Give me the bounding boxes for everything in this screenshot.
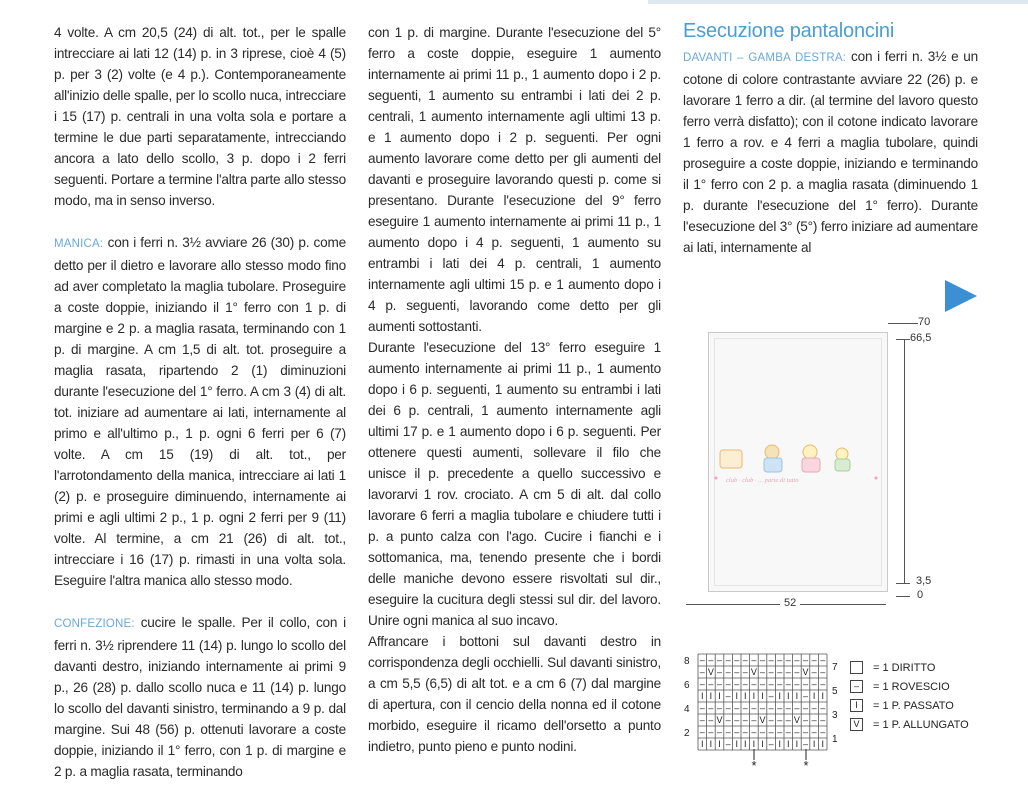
- chart-row-number: 1: [832, 734, 838, 745]
- legend-label: = 1 DIRITTO: [873, 661, 936, 674]
- dim-label-top-1: 70: [918, 316, 931, 328]
- chart-cell: I: [761, 691, 764, 701]
- dim-label-bottom-1: 3,5: [916, 575, 932, 587]
- chart-cell: V: [759, 715, 766, 725]
- chart-cell: –: [716, 703, 723, 713]
- dim-line: [888, 323, 918, 324]
- chart-cell: –: [777, 727, 783, 737]
- chart-cell: –: [768, 727, 774, 737]
- chart-cell: –: [742, 679, 748, 689]
- chart-cell: I: [718, 691, 721, 701]
- chart-cell: –: [734, 727, 740, 737]
- chart-cell: I: [778, 739, 781, 749]
- chart-cell: I: [787, 691, 790, 701]
- text-column-1: [54, 22, 346, 782]
- chart-cell: –: [820, 667, 826, 677]
- chart-cell: –: [759, 679, 766, 689]
- chart-cell: –: [751, 715, 757, 725]
- chart-cell: –: [802, 739, 809, 749]
- dim-line: [896, 583, 910, 584]
- chart-cell: I: [709, 691, 713, 701]
- chart-cell: –: [777, 703, 783, 713]
- chart-row-number: 3: [832, 710, 838, 721]
- chart-cell: –: [777, 655, 783, 665]
- header-bar: [648, 0, 1028, 4]
- chart-cell: V: [793, 715, 800, 725]
- chart-cell: –: [768, 691, 774, 701]
- chart-cell: –: [820, 715, 826, 725]
- chart-cell: –: [734, 715, 740, 725]
- chart-cell: –: [742, 715, 748, 725]
- chart-cell: –: [768, 703, 774, 713]
- paragraph-manica: [54, 232, 346, 591]
- chart-cell: –: [725, 655, 731, 665]
- chart-cell: I: [701, 691, 704, 701]
- chart-cell: –: [725, 739, 731, 749]
- chart-cell: V: [707, 667, 714, 677]
- chart-cell: I: [761, 739, 764, 749]
- dim-label-bottom-2: 0: [917, 589, 924, 601]
- chart-cell: –: [820, 727, 826, 737]
- chart-cell: –: [794, 727, 800, 737]
- legend-row: [850, 677, 969, 696]
- paragraph: Durante l'esecuzione del 13° ferro eseguire 1 aumento internamente ai primi 11 p., 1 aumento dopo i 6 p. seguenti, 1 aumento su entrambi i lati dei 6 p. centrali, 1 aumento internamente agli ultimi 17 p. e 1 aumento dopo i 6 p. seguenti. Per ottenere questi aumenti, sollevare il filo che unisce il p. precedente a quello successivo e lavorarvi 1 rov. crociato. A cm 5 di alt. dal collo lavorare 6 ferri a maglia tubolare e chiudere tutti i p. a punto calza con l'ago. Cucire i fianchi e i sottomanica, ma, tenendo presente che i bordi delle maniche devono essere risvoltati sul dir., eseguire la cucitura degli stessi sul dir. del lavoro. Unire ogni manica al suo incavo.: [368, 340, 661, 628]
- chart-cell: I: [701, 739, 704, 749]
- chart-cell: –: [699, 703, 705, 713]
- section-lead: MANICA:: [54, 238, 104, 250]
- section-lead: CONFEZIONE:: [54, 618, 135, 630]
- chart-cell: V: [750, 667, 757, 677]
- chart-cell: –: [802, 715, 809, 725]
- chart-cell: –: [777, 715, 783, 725]
- chart-cell: –: [777, 667, 783, 677]
- paragraph: 4 volte. A cm 20,5 (24) di alt. tot., per le spalle intrecciare ai lati 12 (14) p. in 3 riprese, cioè 4 (5) p. per 3 (2) volte (e 4 p.). Contemporaneamente all'inizio delle spalle, per lo scollo nuca, intrecciare i 15 (17) p. centrali in una volta sola e portare a termine le due parti separatamente, intrecciando ancora a lato dello scollo, 3 p. dopo i 2 ferri seguenti. Portare a termine l'altra parte allo stesso modo, ma in senso inverso.: [54, 25, 346, 208]
- chart-cell: –: [794, 703, 800, 713]
- embroidery-motif-icon: [712, 438, 882, 490]
- chart-cell: –: [794, 655, 800, 665]
- chart-cell: –: [734, 703, 740, 713]
- chart-cell: I: [795, 739, 799, 749]
- chart-cell: –: [742, 703, 748, 713]
- chart-legend: [850, 658, 969, 734]
- chart-cell: I: [744, 739, 747, 749]
- chart-cell: –: [768, 655, 774, 665]
- chart-cell: –: [785, 715, 791, 725]
- chart-cell: V: [802, 667, 809, 677]
- chart-cell: V: [716, 715, 723, 725]
- paragraph-text: cucire le spalle. Per il collo, con i ferri n. 3½ riprendere 11 (14) p. lungo lo scollo del davanti destro, iniziando internamente ai primi 9 p., 26 (28) p. dallo scollo nuca e 11 (14) p. lungo lo scollo del davanti sinistro, terminando a 9 p. dal margine. Sui 48 (56) p. ottenuti lavorare a coste doppie, iniziando il 1° ferro, con 1 p. di margine e 2 p. a maglia rasata, terminando: [54, 615, 346, 779]
- chart-cell: I: [752, 691, 756, 701]
- chart-cell: –: [716, 727, 723, 737]
- knitting-chart: [684, 652, 844, 772]
- stitch-symbol: [850, 661, 863, 674]
- chart-cell: –: [725, 703, 731, 713]
- chart-cell: I: [709, 739, 713, 749]
- text-column-2: [368, 22, 661, 757]
- chart-row-number: 7: [832, 662, 838, 673]
- chart-row-number: 4: [684, 704, 690, 715]
- chart-cell: –: [820, 679, 826, 689]
- chart-cell: –: [699, 667, 705, 677]
- chart-cell: –: [802, 727, 809, 737]
- chart-cell: –: [785, 727, 791, 737]
- legend-row: [850, 715, 969, 734]
- dim-line: [896, 339, 910, 340]
- chart-cell: I: [735, 739, 738, 749]
- chart-cell: –: [725, 679, 731, 689]
- chart-cell: –: [811, 715, 817, 725]
- paragraph: con 1 p. di margine. Durante l'esecuzione del 5° ferro a coste doppie, eseguire 1 aumento internamente ai primi 11 p., 1 aumento dopo i 2 p. seguenti, 1 aumento su entrambi i lati dei 2 p. centrali, 1 aumento internamente agli ultimi 13 p. e 1 aumento dopo i 2 p. seguenti. Per ogni aumento lavorare come detto per gli aumenti del davanti e proseguire lavorando questi p. come si presentano. Durante l'esecuzione del 9° ferro eseguire 1 aumento internamente ai primi 11 p., 1 aumento dopo i 4 p. seguenti, 1 aumento su entrambi i lati dei 4 p. centrali, 1 aumento internamente agli ultimi 15 p. e 1 aumento dopo i 4 p. seguenti, lavorando come detto per gli aumenti sottostanti.: [368, 25, 661, 334]
- chart-cell: –: [742, 655, 748, 665]
- chart-cell: I: [812, 739, 816, 749]
- chart-cell: –: [725, 727, 731, 737]
- chart-cell: –: [785, 703, 791, 713]
- chart-cell: –: [820, 655, 826, 665]
- chart-cell: –: [759, 655, 766, 665]
- chart-cell: I: [795, 691, 799, 701]
- chart-cell: –: [768, 667, 774, 677]
- chart-cell: –: [811, 727, 817, 737]
- chart-cell: –: [794, 679, 800, 689]
- paragraph: Affrancare i bottoni sul davanti destro in corrispondenza degli occhielli. Sul davanti sinistro, a cm 5,5 (6,5) di alt tot. e a cm 6 (7) dal margine di apertura, con il cencio della nonna ed il cotone morbido, eseguire il ricamo dell'orsetto a punto indietro, punto pieno e punto nodini.: [368, 634, 661, 754]
- chart-cell: –: [751, 655, 757, 665]
- chart-cell: I: [787, 739, 790, 749]
- chart-row-number: 2: [684, 728, 690, 739]
- dim-label-width: 52: [780, 597, 800, 609]
- chart-cell: I: [718, 739, 721, 749]
- stitch-symbol: V: [850, 718, 863, 731]
- chart-cell: –: [785, 667, 791, 677]
- chart-cell: I: [821, 739, 824, 749]
- chart-cell: –: [708, 727, 714, 737]
- chart-cell: I: [752, 739, 756, 749]
- chart-cell: –: [759, 667, 766, 677]
- chart-cell: –: [794, 667, 800, 677]
- chart-cell: –: [802, 703, 809, 713]
- paragraph: [683, 46, 978, 258]
- chart-cell: –: [811, 667, 817, 677]
- dim-label-top-2: 66,5: [910, 332, 932, 344]
- section-lead: DAVANTI – GAMBA DESTRA:: [683, 52, 847, 64]
- chart-cell: –: [734, 679, 740, 689]
- chart-cell: –: [751, 703, 757, 713]
- chart-cell: –: [759, 703, 766, 713]
- chart-cell: –: [716, 655, 723, 665]
- legend-label: = 1 P. ALLUNGATO: [873, 718, 969, 731]
- stitch-symbol: –: [850, 680, 863, 693]
- chart-cell: –: [699, 727, 705, 737]
- chart-cell: –: [708, 703, 714, 713]
- chart-cell: –: [716, 679, 723, 689]
- stitch-symbol: I: [850, 699, 863, 712]
- text-column-3: [683, 22, 978, 258]
- chart-cell: –: [811, 703, 817, 713]
- next-page-arrow-icon: [945, 280, 977, 312]
- dim-line-vertical: [904, 339, 905, 583]
- chart-cell: I: [778, 691, 781, 701]
- chart-cell: –: [725, 691, 731, 701]
- chart-cell: –: [699, 715, 705, 725]
- chart-cell: –: [802, 655, 809, 665]
- chart-cell: I: [735, 691, 738, 701]
- chart-cell: –: [802, 691, 809, 701]
- chart-marker: *: [803, 758, 809, 772]
- chart-cell: –: [768, 739, 774, 749]
- chart-cell: –: [708, 715, 714, 725]
- section-title: Esecuzione pantaloncini: [683, 20, 895, 42]
- chart-cell: –: [699, 655, 705, 665]
- paragraph-text: con i ferri n. 3½ e un cotone di colore contrastante avviare 22 (26) p. e lavorare 1 ferro a dir. (al termine del lavoro questo ferro verrà disfatto); con il cotone indicato lavorare 1 ferro a rov. e 4 ferri a maglia tubolare, quindi proseguire a coste doppie, iniziando e terminando il 1° ferro con 2 p. a maglia rasata (diminuendo 1 p. durante l'esecuzione del 1° ferro). Durante l'esecuzione del 3° (5°) ferro iniziare ad aumentare ai lati, internamente al: [683, 49, 978, 255]
- chart-cell: –: [699, 679, 705, 689]
- paragraph-text: con i ferri n. 3½ avviare 26 (30) p. come detto per il dietro e lavorare allo stesso modo fino ad aver completato la maglia tubolare. Proseguire a coste doppie, iniziando il 1° ferro con 1 p. di margine e 2 p. a maglia rasata, terminando con 1 p. di margine. A cm 1,5 di alt. tot. proseguire a maglia rasata, ripartendo 2 (1) diminuzioni durante l'esecuzione del 1° ferro. A cm 3 (4) di alt. tot. iniziare ad aumentare ai lati, internamente al primo e all'ultimo p., 1 p. ogni 6 ferri per 6 (7) volte. A cm 15 (19) di alt. tot., per l'arrotondamento della manica, intrecciare ai lati 1 (2) p. e proseguire diminuendo, internamente ai primi e agli ultimi 2 p., 1 p. ogni 2 ferri per 9 (11) volte. Al termine, a cm 21 (26) di alt. tot., intrecciare i 16 (17) p. rimasti in una volta sola. Eseguire l'altra manica allo stesso modo.: [54, 235, 346, 588]
- chart-cell: –: [716, 667, 723, 677]
- chart-cell: –: [708, 655, 714, 665]
- chart-cell: –: [751, 679, 757, 689]
- chart-cell: –: [802, 679, 809, 689]
- chart-row-number: 5: [832, 686, 838, 697]
- chart-row-number: 8: [684, 656, 690, 667]
- chart-cell: –: [751, 727, 757, 737]
- legend-row: [850, 658, 969, 677]
- chart-cell: –: [785, 655, 791, 665]
- legend-row: [850, 696, 969, 715]
- chart-cell: –: [811, 679, 817, 689]
- paragraph-confezione: [54, 612, 346, 782]
- chart-cell: –: [785, 679, 791, 689]
- chart-cell: –: [811, 655, 817, 665]
- chart-cell: –: [768, 715, 774, 725]
- chart-marker: *: [751, 758, 757, 772]
- chart-cell: –: [725, 715, 731, 725]
- chart-cell: –: [734, 655, 740, 665]
- dim-line: [896, 596, 910, 597]
- chart-cell: –: [759, 727, 766, 737]
- chart-cell: –: [820, 703, 826, 713]
- chart-cell: –: [734, 667, 740, 677]
- embroidery-text: club · club · ... parte di tutto: [726, 477, 799, 484]
- chart-cell: I: [821, 691, 824, 701]
- chart-cell: –: [768, 679, 774, 689]
- legend-label: = 1 P. PASSATO: [873, 699, 954, 712]
- legend-label: = 1 ROVESCIO: [873, 680, 950, 693]
- chart-cell: –: [742, 667, 748, 677]
- chart-cell: I: [812, 691, 816, 701]
- chart-cell: –: [742, 727, 748, 737]
- chart-cell: –: [777, 679, 783, 689]
- chart-cell: –: [708, 679, 714, 689]
- chart-cell: I: [744, 691, 747, 701]
- chart-row-number: 6: [684, 680, 690, 691]
- chart-cell: –: [725, 667, 731, 677]
